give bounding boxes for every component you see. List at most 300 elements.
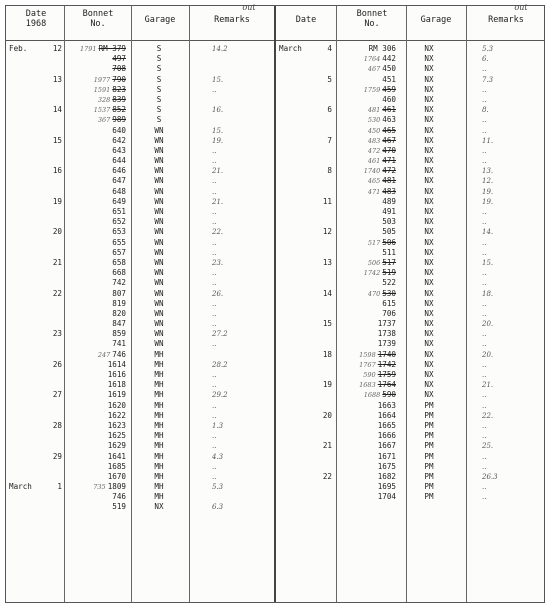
bonnet-number: 790	[112, 74, 126, 84]
handwritten-prefix: 1767	[359, 360, 376, 369]
remark-cell: ..	[482, 279, 487, 288]
bonnet-number: 491	[382, 207, 396, 216]
table-row	[6, 248, 276, 258]
table-row	[276, 44, 546, 54]
header-garage-right: Garage	[420, 15, 452, 25]
table-row	[276, 156, 546, 166]
header-bonnet-no: No.	[90, 19, 106, 29]
garage-cell: MH	[154, 482, 164, 492]
table-row	[6, 278, 276, 288]
bonnet-cell	[336, 360, 396, 370]
handwritten-prefix: 1759	[363, 85, 381, 94]
remark-cell: ..	[212, 269, 217, 278]
garage-cell: WN	[154, 237, 164, 247]
remark-cell: ..	[482, 238, 487, 247]
bonnet-cell	[336, 187, 396, 197]
bonnet-cell	[66, 217, 126, 227]
bonnet-cell	[336, 115, 396, 125]
bonnet-cell	[336, 482, 396, 492]
bonnet-cell	[66, 390, 126, 400]
remark-cell: ..	[212, 442, 217, 451]
garage-cell: NX	[424, 115, 434, 125]
bonnet-number: 823	[112, 84, 126, 94]
remark-cell: ..	[482, 371, 487, 379]
table-row	[276, 289, 546, 299]
garage-cell: PM	[424, 482, 434, 492]
bonnet-cell	[336, 370, 396, 380]
remark-cell: ..	[212, 432, 217, 441]
day-text: 4	[327, 44, 332, 53]
garage-cell: S	[156, 64, 162, 74]
table-row	[6, 370, 276, 380]
bonnet-cell	[66, 258, 126, 268]
bonnet-number: 1704	[377, 492, 396, 502]
day-text: 14	[52, 105, 62, 115]
bonnet-number: 1740	[377, 349, 396, 359]
table-row	[276, 390, 546, 400]
bonnet-number: 642	[112, 135, 126, 145]
handwritten-prefix: 450	[367, 126, 381, 135]
bonnet-number: RM 379	[98, 44, 126, 53]
remark-cell: 20.	[482, 320, 494, 329]
remark-cell: 28.2	[212, 360, 228, 369]
remark-cell: 4.3	[212, 452, 224, 461]
remark-cell: ..	[212, 371, 217, 379]
remark-cell: ..	[212, 248, 217, 257]
table-row	[6, 411, 276, 421]
bonnet-cell	[336, 411, 396, 421]
bonnet-cell	[66, 166, 126, 176]
garage-cell: WN	[154, 145, 164, 155]
table-row	[276, 482, 546, 492]
table-row	[6, 115, 276, 125]
header-out-note: out	[242, 3, 256, 12]
garage-cell: NX	[424, 54, 434, 64]
garage-cell: S	[156, 44, 162, 53]
garage-cell: NX	[424, 380, 434, 390]
bonnet-number: 471	[382, 156, 396, 166]
bonnet-cell	[66, 156, 126, 166]
ledger-right-half	[276, 44, 546, 502]
bonnet-number: 819	[112, 298, 126, 308]
bonnet-cell	[336, 380, 396, 390]
handwritten-prefix: 483	[367, 136, 381, 145]
bonnet-cell	[66, 85, 126, 95]
header-remarks-right: Remarks	[488, 15, 524, 25]
bonnet-cell	[66, 452, 126, 462]
bonnet-number: 1764	[377, 380, 396, 390]
bonnet-number: 1620	[107, 400, 126, 410]
garage-cell: NX	[424, 125, 434, 135]
header-date-right: Date	[295, 15, 317, 25]
bonnet-number: 450	[382, 64, 396, 74]
bonnet-number: 647	[112, 176, 126, 186]
day-text: 29	[52, 451, 62, 461]
garage-cell: NX	[424, 268, 434, 278]
table-row	[276, 370, 546, 380]
remark-cell: ..	[212, 85, 217, 94]
remark-cell: ..	[212, 340, 217, 349]
bonnet-number: 1809	[107, 482, 126, 492]
bonnet-number: 472	[382, 166, 396, 176]
garage-cell: WN	[154, 288, 164, 298]
garage-cell: NX	[424, 319, 434, 329]
table-row	[6, 350, 276, 360]
garage-cell: NX	[424, 370, 434, 379]
bonnet-number: 506	[382, 237, 396, 247]
garage-cell: WN	[154, 156, 164, 166]
bonnet-number: 1737	[377, 319, 396, 329]
day-text: 27	[52, 390, 62, 400]
remark-cell: ..	[212, 238, 217, 247]
remark-cell: ..	[482, 432, 487, 441]
bonnet-cell	[336, 452, 396, 462]
garage-cell: WN	[154, 166, 164, 176]
bonnet-cell	[336, 217, 396, 227]
table-row	[276, 176, 546, 186]
bonnet-cell	[336, 492, 396, 502]
remark-cell: 18.	[482, 289, 494, 298]
bonnet-cell	[66, 421, 126, 431]
table-row	[276, 85, 546, 95]
garage-cell: S	[156, 84, 162, 94]
handwritten-prefix: 1591	[93, 85, 111, 94]
header-date	[10, 9, 62, 29]
remark-cell: ..	[212, 157, 217, 166]
garage-cell: S	[156, 105, 162, 115]
remark-cell: ..	[482, 401, 487, 410]
garage-cell: MH	[154, 400, 164, 410]
day-text: 11	[322, 196, 332, 206]
garage-cell: NX	[424, 135, 434, 145]
bonnet-cell	[66, 502, 126, 512]
header-bonnet-label: Bonnet	[82, 9, 114, 19]
day-text: 22	[322, 471, 332, 481]
bonnet-cell	[336, 126, 396, 136]
bonnet-number: 522	[382, 278, 396, 288]
bonnet-number: 847	[112, 319, 126, 329]
table-row	[6, 268, 276, 278]
bonnet-cell	[336, 289, 396, 299]
remark-cell: ..	[212, 381, 217, 390]
bonnet-cell	[66, 289, 126, 299]
table-row	[276, 278, 546, 288]
table-row	[276, 248, 546, 258]
table-row	[6, 64, 276, 74]
table-row	[6, 227, 276, 237]
bonnet-cell	[336, 329, 396, 339]
bonnet-cell	[66, 350, 126, 360]
day-text: 21	[322, 441, 332, 451]
handwritten-prefix: 506	[367, 258, 381, 267]
remark-cell: 1.3	[212, 421, 224, 430]
day-text: 19	[322, 380, 332, 390]
table-row	[276, 319, 546, 329]
remark-cell: ..	[482, 452, 487, 461]
garage-cell: NX	[424, 156, 434, 166]
remark-cell: ..	[482, 330, 487, 339]
garage-cell: NX	[424, 349, 434, 359]
bonnet-number: 442	[382, 54, 396, 64]
bonnet-number: 1738	[377, 329, 396, 339]
handwritten-prefix: 481	[367, 106, 381, 115]
garage-cell: NX	[424, 298, 434, 308]
remark-cell: ..	[482, 248, 487, 257]
bonnet-cell	[336, 146, 396, 156]
remark-cell: 14.	[482, 228, 494, 237]
remark-cell: 15.	[212, 126, 224, 135]
remark-cell: 19.	[482, 197, 494, 206]
remark-cell: ..	[482, 309, 487, 318]
garage-cell: WN	[154, 227, 164, 237]
table-row	[276, 492, 546, 502]
bonnet-cell	[336, 136, 396, 146]
remark-cell: ..	[482, 146, 487, 155]
garage-cell: MH	[154, 471, 164, 481]
bonnet-cell	[66, 472, 126, 482]
bonnet-cell	[336, 319, 396, 329]
garage-cell: NX	[424, 227, 434, 237]
ledger-page	[5, 5, 545, 603]
table-row	[6, 105, 276, 115]
remark-cell: 15.	[482, 258, 494, 267]
bonnet-number: 1682	[377, 471, 396, 481]
garage-cell: WN	[154, 125, 164, 135]
garage-cell: WN	[154, 339, 164, 349]
day-text: 23	[52, 329, 62, 339]
bonnet-cell	[66, 360, 126, 370]
bonnet-number: 463	[382, 115, 396, 125]
bonnet-number: 511	[382, 247, 396, 257]
handwritten-prefix: 530	[367, 116, 381, 125]
bonnet-cell	[336, 85, 396, 95]
garage-cell: S	[156, 115, 162, 125]
bonnet-number: 1663	[377, 400, 396, 410]
handwritten-prefix: 328	[97, 95, 111, 104]
table-row	[276, 115, 546, 125]
bonnet-cell	[66, 54, 126, 64]
bonnet-cell	[66, 248, 126, 258]
bonnet-cell	[336, 227, 396, 237]
bonnet-number: 519	[112, 502, 126, 512]
bonnet-cell	[66, 176, 126, 186]
bonnet-cell	[336, 44, 396, 54]
garage-cell: NX	[424, 105, 434, 115]
garage-cell: NX	[424, 339, 434, 349]
day-text: 20	[322, 410, 332, 420]
remark-cell: 7.3	[482, 75, 494, 84]
table-row	[276, 64, 546, 74]
bonnet-cell	[66, 268, 126, 278]
table-row	[6, 421, 276, 431]
bonnet-cell	[336, 339, 396, 349]
table-row	[276, 207, 546, 217]
remark-cell: 6.3	[212, 503, 224, 512]
remark-cell: ..	[482, 483, 487, 492]
header-garage: Garage	[144, 15, 176, 25]
bonnet-number: 497	[112, 54, 126, 64]
table-row	[6, 187, 276, 197]
table-row	[6, 176, 276, 186]
handwritten-prefix: 590	[363, 371, 376, 379]
table-row	[6, 482, 276, 492]
table-row	[6, 238, 276, 248]
bonnet-cell	[336, 258, 396, 268]
bonnet-cell	[336, 431, 396, 441]
bonnet-cell	[336, 401, 396, 411]
garage-cell: WN	[154, 176, 164, 186]
remark-cell: 15.	[212, 75, 224, 84]
remark-cell: ..	[482, 95, 487, 104]
garage-cell: NX	[424, 288, 434, 298]
remark-cell: ..	[212, 309, 217, 318]
bonnet-cell	[336, 95, 396, 105]
garage-cell: MH	[154, 420, 164, 430]
remark-cell: 22.	[212, 228, 224, 237]
bonnet-number: 1695	[377, 482, 396, 492]
bonnet-number: 820	[112, 308, 126, 318]
garage-cell: PM	[424, 441, 434, 451]
bonnet-number: 1675	[377, 461, 396, 471]
remark-cell: 21.	[212, 197, 224, 206]
bonnet-cell	[66, 370, 126, 380]
remark-cell: ..	[482, 360, 487, 369]
table-row	[6, 197, 276, 207]
remark-cell: 21.	[212, 167, 224, 176]
table-row	[276, 380, 546, 390]
remark-cell: 25.	[482, 442, 494, 451]
garage-cell: NX	[424, 94, 434, 104]
remark-cell: ..	[212, 187, 217, 196]
garage-cell: NX	[424, 44, 434, 53]
bonnet-cell	[336, 268, 396, 278]
header-out-note-right: out	[514, 3, 528, 12]
remark-cell: 11.	[482, 136, 494, 145]
bonnet-number: 989	[112, 115, 126, 125]
table-row	[6, 207, 276, 217]
table-row	[276, 350, 546, 360]
table-row	[276, 268, 546, 278]
table-row	[6, 75, 276, 85]
bonnet-cell	[66, 329, 126, 339]
table-row	[6, 126, 276, 136]
bonnet-number: 655	[112, 237, 126, 247]
table-row	[276, 227, 546, 237]
remark-cell: ..	[482, 421, 487, 430]
table-row	[276, 421, 546, 431]
garage-cell: S	[156, 94, 162, 104]
table-row	[6, 319, 276, 329]
garage-cell: PM	[424, 471, 434, 481]
handwritten-prefix: 1688	[363, 391, 381, 400]
remark-cell: ..	[482, 157, 487, 166]
garage-cell: NX	[424, 176, 434, 186]
bonnet-number: 530	[382, 288, 396, 298]
bonnet-cell	[66, 299, 126, 309]
garage-cell: NX	[424, 145, 434, 155]
day-text: 6	[327, 105, 332, 115]
garage-cell: WN	[154, 308, 164, 318]
garage-cell: NX	[424, 74, 434, 84]
table-row	[276, 329, 546, 339]
table-row	[6, 85, 276, 95]
table-row	[276, 472, 546, 482]
remark-cell: ..	[212, 279, 217, 288]
bonnet-number: 657	[112, 247, 126, 257]
bonnet-number: 746	[112, 349, 126, 359]
bonnet-number: RM 306	[368, 44, 396, 53]
bonnet-number: 651	[112, 207, 126, 216]
bonnet-cell	[336, 248, 396, 258]
garage-cell: WN	[154, 247, 164, 257]
day-text: 21	[52, 257, 62, 267]
bonnet-number: 489	[382, 196, 396, 206]
handwritten-prefix: 1791	[80, 45, 97, 53]
bonnet-cell	[66, 238, 126, 248]
bonnet-cell	[66, 115, 126, 125]
handwritten-prefix: 461	[367, 157, 381, 166]
bonnet-number: 1614	[107, 359, 126, 369]
bonnet-number: 658	[112, 257, 126, 267]
handwritten-prefix: 247	[97, 350, 111, 359]
remark-cell: ..	[212, 411, 217, 420]
garage-cell: PM	[424, 420, 434, 430]
table-row	[6, 217, 276, 227]
bonnet-cell	[336, 156, 396, 166]
remark-cell: ..	[212, 320, 217, 329]
bonnet-cell	[336, 207, 396, 217]
remark-cell: ..	[212, 472, 217, 481]
garage-cell: NX	[424, 207, 434, 216]
garage-cell: MH	[154, 441, 164, 451]
table-row	[276, 238, 546, 248]
bonnet-number: 648	[112, 186, 126, 196]
table-row	[6, 44, 276, 54]
garage-cell: WN	[154, 186, 164, 196]
bonnet-cell	[66, 482, 126, 492]
table-row	[276, 411, 546, 421]
garage-cell: WN	[154, 298, 164, 308]
bonnet-cell	[66, 44, 126, 54]
remark-cell: 20.	[482, 350, 494, 359]
bonnet-number: 652	[112, 217, 126, 227]
handwritten-prefix: 1977	[93, 75, 111, 84]
bonnet-number: 807	[112, 288, 126, 298]
table-row	[6, 360, 276, 370]
garage-cell: NX	[424, 308, 434, 318]
bonnet-number: 1685	[107, 461, 126, 471]
remark-cell: 16.	[212, 106, 224, 115]
bonnet-cell	[66, 64, 126, 74]
bonnet-number: 459	[382, 84, 396, 94]
table-row	[276, 75, 546, 85]
remark-cell: ..	[212, 462, 217, 471]
garage-cell: WN	[154, 268, 164, 278]
table-row	[276, 187, 546, 197]
table-row	[6, 502, 276, 512]
garage-cell: S	[156, 54, 162, 64]
day-text: 20	[52, 227, 62, 237]
bonnet-cell	[66, 492, 126, 502]
header-date-label: Date	[25, 9, 47, 19]
garage-cell: PM	[424, 431, 434, 441]
day-text: 7	[327, 135, 332, 145]
bonnet-number: 467	[382, 135, 396, 145]
remark-cell: 23.	[212, 258, 224, 267]
garage-cell: WN	[154, 196, 164, 206]
header-bonnet-label: Bonnet	[356, 9, 388, 19]
bonnet-number: 708	[112, 64, 126, 74]
